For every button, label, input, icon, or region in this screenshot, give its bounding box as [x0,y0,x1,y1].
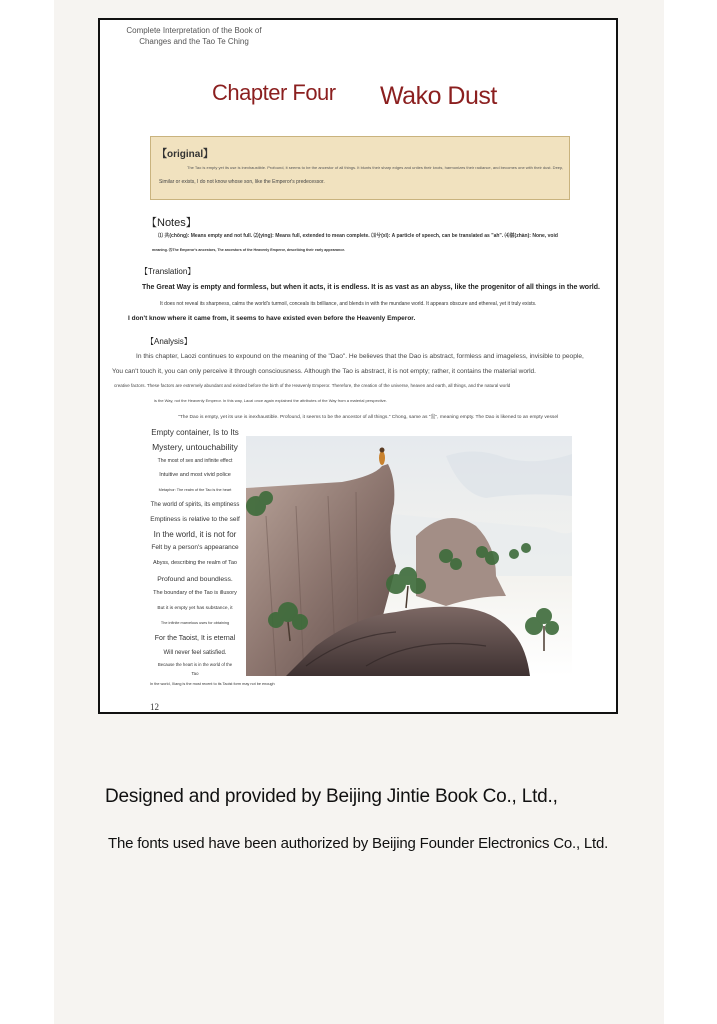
translation-heading: 【Translation】 [140,267,196,276]
sidebar-line: Emptiness is relative to the self [150,516,240,523]
font-license-credit: The fonts used have been authorized by Beijing Founder Electronics Co., Ltd. [108,835,609,852]
notes-line: meaning. ⑸The Emperor's ancestors, The ancestors of the Heavenly Emperor, describing their early appearance. [152,248,346,252]
sidebar-line: Empty container, Is to Its [151,428,239,437]
notes-heading: 【Notes】 [146,217,197,229]
sidebar-line: Mystery, untouchability [152,442,238,452]
analysis-line: In this chapter, Laozi continues to expound on the meaning of the "Dao". He believes that the Dao is abstract, formless and imageless, invisible to people, [136,353,584,360]
analysis-heading: 【Analysis】 [146,337,192,346]
sidebar-line: The world of spirits, its emptiness [150,502,240,508]
notes-line: ⑴ 共(chōng): Means empty and not full. ⑵(yìng): Means full, extended to mean complete. ⑶兮(xī): A particle of speech, can be translated as "ah". ⑷湛(zhàn): None, void [158,233,558,239]
analysis-line: You can't touch it, you can only perceive it through consciousness. Although the Tao is abstract, it is not empty; rather, it contains the material world. [112,368,536,375]
sidebar-line: The most of sex and infinite effect [157,458,233,464]
sidebar-line: The infinite marvelous uses for obtaining [160,621,230,625]
sidebar-line: Profound and boundless. [157,576,233,583]
sidebar-line: Metaphor: The realm of the Tao is the heart [158,488,232,492]
translation-line: I don't know where it came from, it seems to have existed even before the Heavenly Emperor. [128,315,416,322]
sidebar-line: But it is empty yet has substance, it [157,606,233,611]
chapter-title: Wako Dust [380,82,497,110]
original-text-box [150,136,570,200]
sidebar-line: Tao [191,671,199,676]
landscape-painting [246,436,572,676]
sidebar-line: Abyss, describing the realm of Tao [153,560,237,566]
page-number: 12 [150,702,159,712]
chapter-number: Chapter Four [212,80,336,105]
original-text-line: Similar or exists, I do not know whose son, like the Emperor's predecessor. [159,179,325,185]
sidebar-line: Felt by a person's appearance [151,544,239,551]
original-label: 【original】 [157,149,214,160]
sidebar-line: For the Taoist, It is eternal [154,635,236,642]
sidebar-line: Because the heart is in the world of the [157,662,233,667]
book-page [98,18,618,714]
translation-line: The Great Way is empty and formless, but when it acts, it is endless. It is as vast as an abyss, like the progenitor of all things in the world. [142,284,600,291]
original-text-line: The Tao is empty yet its use is inexhaustible. Profound, it seems to be the ancestor of all things. It blunts their sharp edges and unties their knots, harmonizes their radiance, and becomes one with their dust. Deep, [187,165,564,170]
analysis-line: "The Dao is empty, yet its use is inexhaustible. Profound, it seems to be the ancestor of all things." Chong, same as "盅", meaning empty. The Dao is likened to an empty vessel [178,415,559,420]
analysis-line: creative factors. These factors are extremely abundant and existed before the birth of the Heavenly Emperor. Therefore, the creation of the universe, heaven and earth, all things, and the natural world [114,383,511,388]
translation-line: It does not reveal its sharpness, calms the world's turmoil, conceals its brilliance, and blends in with the mundane world. It appears obscure and ethereal, yet it truly exists. [160,301,537,307]
analysis-line: is the Way, not the Heavenly Emperor. In this way, Laozi once again explained the attributes of the Way from a material perspective. [154,398,388,403]
sidebar-line: Intuitive and most vivid police [159,472,231,478]
sidebar-line: Will never feel satisfied. [163,650,227,656]
sidebar-line: The boundary of the Tao is illusory [153,590,237,596]
running-head: Complete Interpretation of the Book of Changes and the Tao Te Ching [126,26,262,46]
sidebar-line: In the world, Xiang is the most recent to its Taoist form may not be enough [150,682,275,686]
publisher-credit: Designed and provided by Beijing Jintie Book Co., Ltd., [105,786,558,807]
sidebar-line: In the world, it is not for [153,530,237,539]
